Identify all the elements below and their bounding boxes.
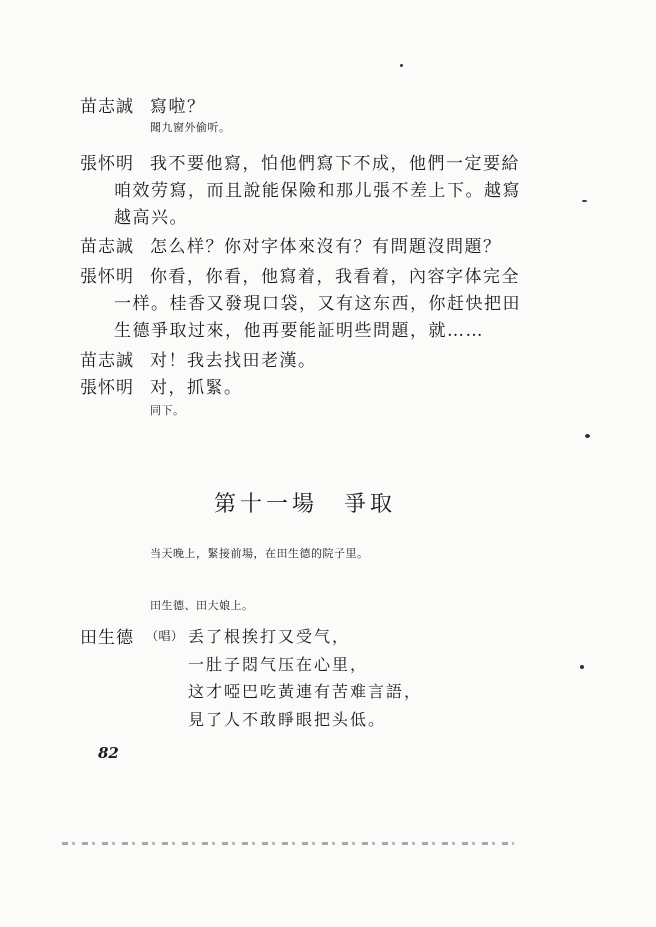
dialogue-line: 咱效劳寫，而且說能保險和那儿張不差上下。越寫 xyxy=(114,181,521,201)
dialogue-line: 越高兴。 xyxy=(114,208,188,228)
speaker-zhang: 張怀明 xyxy=(80,267,134,287)
scene-setting: 当天晚上，緊接前場，在田生德的院子里。 xyxy=(150,547,369,560)
dialogue-line: 对！我去找田老漢。 xyxy=(150,351,317,371)
scan-speck xyxy=(582,200,587,202)
dialogue-line: 对，抓緊。 xyxy=(150,378,243,398)
dialogue-line: 你看，你看，他寫着，我看着，內容字体完全 xyxy=(150,267,520,287)
dialogue-line: 寫啦？ xyxy=(150,97,206,117)
scan-speck xyxy=(580,665,584,669)
dialogue-line: 生德爭取过來，他再要能証明些問題，就…… xyxy=(114,321,484,341)
speaker-miao: 苗志誠 xyxy=(80,351,134,371)
scene-title: 第十一場 爭取 xyxy=(214,492,397,517)
speaker-tian: 田生德 xyxy=(80,628,134,648)
stage-direction: 同下。 xyxy=(150,404,185,417)
stage-direction: 聞九窗外偷听。 xyxy=(150,121,231,134)
speaker-miao: 苗志誠 xyxy=(80,237,134,257)
sing-marker: （唱） xyxy=(146,629,184,643)
page-number: 82 xyxy=(98,744,119,762)
dialogue-line: 我不要他寫，怕他們寫下不成，他們一定要給 xyxy=(150,154,520,174)
speaker-miao: 苗志誠 xyxy=(80,97,134,117)
stage-direction: 田生德、田大娘上。 xyxy=(150,599,254,612)
dialogue-line: 怎么样？你对字体來沒有？有問題沒問題？ xyxy=(150,237,502,257)
speaker-zhang: 張怀明 xyxy=(80,154,134,174)
scan-speck xyxy=(585,434,590,438)
song-line: 这才啞巴吃黃連有苦难言語， xyxy=(188,682,423,701)
song-line: 丢了根挨打又受气， xyxy=(188,627,351,646)
speaker-zhang: 張怀明 xyxy=(80,378,134,398)
scan-speck xyxy=(400,64,403,67)
song-line: 見了人不敢睜眼把头低。 xyxy=(188,710,387,729)
scan-artifact-line xyxy=(62,842,514,845)
song-line: 一肚子悶气压在心里， xyxy=(188,655,369,674)
dialogue-line: 一样。桂香又發現口袋，又有这东西，你赶快把田 xyxy=(114,294,521,314)
